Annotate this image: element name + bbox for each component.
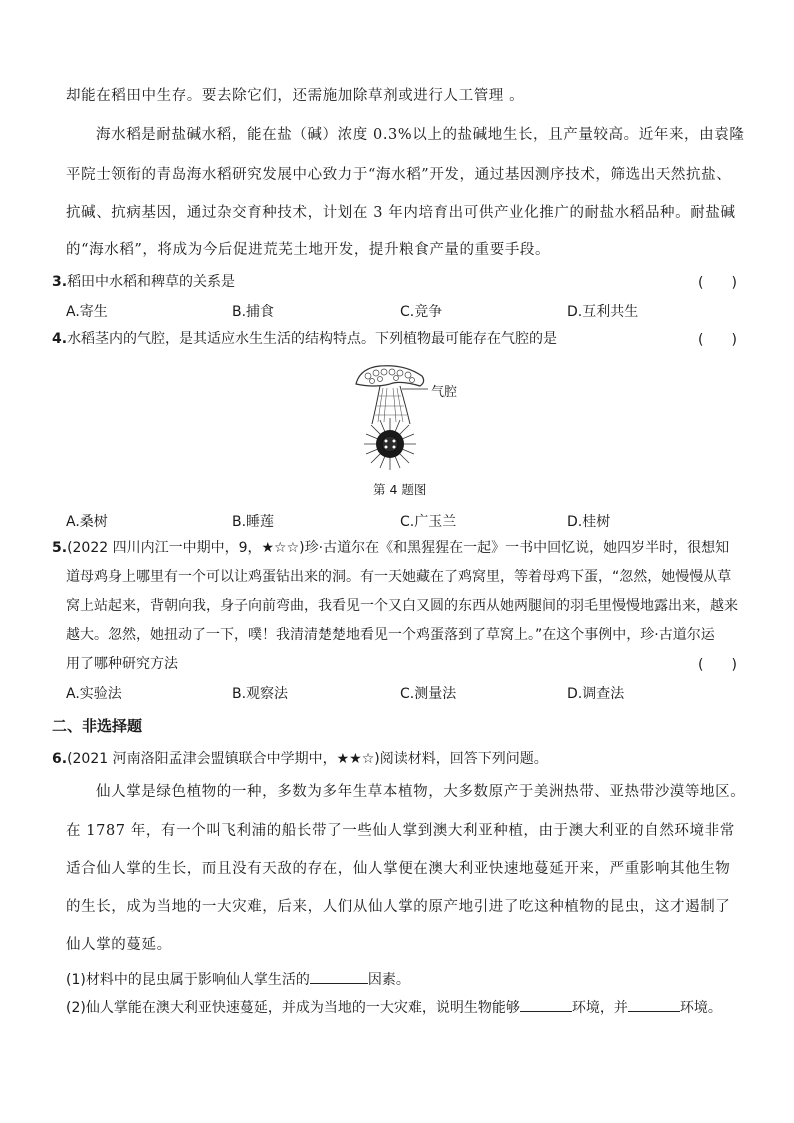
option-a[interactable]: A.实验法 <box>66 686 122 702</box>
sub-question-2 <box>66 997 722 1018</box>
question-5 <box>52 538 729 558</box>
question-stem-line-1: (2022 四川内江一中期中，9，★☆☆)珍·古道尔在《和黑猩猩在一起》一书中回忆说，她四岁半时，很想知 <box>67 540 730 556</box>
answer-paren: ( ) <box>698 332 737 348</box>
answer-blank[interactable] <box>628 997 680 1012</box>
sub-question-text: (2)仙人掌能在澳大利亚快速蔓延，并成为当地的一大灾难，说明生物能够 <box>66 1000 520 1016</box>
material-line-1: 仙人掌是绿色植物的一种，多数为多年生草本植物，大多数原产于美洲热带、亚热带沙漠等地区。 <box>96 784 746 800</box>
option-d[interactable]: D.互利共生 <box>567 304 639 320</box>
answer-blank[interactable] <box>520 997 572 1012</box>
option-a[interactable]: A.桑树 <box>66 514 108 530</box>
material-line-3: 抗碱、抗病基因，通过杂交育种技术，计划在 3 年内培育出可供产业化推广的耐盐水稻品种。耐盐碱 <box>66 205 736 221</box>
option-d[interactable]: D.调查法 <box>567 686 625 702</box>
sub-question-text: 因素。 <box>367 972 410 988</box>
question-stem-line-2: 道母鸡身上哪里有一个可以让鸡蛋钻出来的洞。有一天她藏在了鸡窝里，等着母鸡下蛋，“忽然，她慢慢从草 <box>66 569 732 585</box>
question-stem: (2021 河南洛阳孟津会盟镇联合中学期中，★★☆)阅读材料，回答下列问题。 <box>67 751 548 767</box>
option-d[interactable]: D.桂树 <box>567 514 611 530</box>
material-line-5: 仙人掌的蔓延。 <box>66 937 172 953</box>
option-c[interactable]: C.广玉兰 <box>400 514 457 530</box>
question-stem: 稻田中水稻和稗草的关系是 <box>67 274 236 290</box>
answer-blank[interactable] <box>310 969 368 984</box>
question-number: 6. <box>52 751 68 767</box>
question-stem-line-5: 用了哪种研究方法 <box>66 656 178 672</box>
question-stem-line-4: 越大。忽然，她扭动了一下，噗！我清清楚楚地看见一个鸡蛋落到了草窝上。”在这个事例中，珍·古道尔运 <box>66 627 715 643</box>
material-line-1: 海水稻是耐盐碱水稻，能在盐（碱）浓度 0.3%以上的盐碱地生长，且产量较高。近年来，由袁隆 <box>96 127 745 143</box>
material-line-2: 平院士领衔的青岛海水稻研究发展中心致力于“海水稻”开发，通过基因测序技术，筛选出天然抗盐、 <box>66 167 732 183</box>
material-line-3: 适合仙人掌的生长，而且没有天敌的存在，仙人掌便在澳大利亚快速地蔓延开来，严重影响其他生物 <box>66 861 731 877</box>
question-stem: 水稻茎内的气腔，是其适应水生生活的结构特点。下列植物最可能存在气腔的是 <box>67 331 558 347</box>
option-c[interactable]: C.竞争 <box>400 304 443 320</box>
question-number: 3. <box>52 274 68 290</box>
question-number: 4. <box>52 331 68 347</box>
section-title: 二、非选择题 <box>52 717 143 735</box>
figure-caption: 第 4 题图 <box>373 482 427 497</box>
question-4 <box>52 329 557 349</box>
sub-question-text: 环境，并 <box>571 1000 628 1016</box>
option-b[interactable]: B.观察法 <box>232 686 289 702</box>
option-a[interactable]: A.寄生 <box>66 304 108 320</box>
question-number: 5. <box>52 540 68 556</box>
option-b[interactable]: B.捕食 <box>232 304 275 320</box>
stem-cross-section-figure <box>350 362 430 474</box>
stem-cross-section-illustration <box>350 362 430 474</box>
question-3 <box>52 272 235 292</box>
sub-question-1 <box>66 969 410 990</box>
sub-question-text: (1)材料中的昆虫属于影响仙人掌生活的 <box>66 972 310 988</box>
question-6 <box>52 749 548 769</box>
option-c[interactable]: C.测量法 <box>400 686 457 702</box>
material-line-2: 在 1787 年，有一个叫飞利浦的船长带了一些仙人掌到澳大利亚种植，由于澳大利亚的自然环境非常 <box>66 823 735 839</box>
sub-question-text: 环境。 <box>679 1000 722 1016</box>
option-b[interactable]: B.睡莲 <box>232 514 275 530</box>
material-line-4: 的“海水稻”，将成为今后促进荒芜土地开发，提升粮食产量的重要手段。 <box>66 242 551 258</box>
question-stem-line-3: 窝上站起来，背朝向我，身子向前弯曲，我看见一个又白又圆的东西从她两腿间的羽毛里慢慢地露出来，越来 <box>66 598 738 614</box>
material-line-0: 却能在稻田中生存。要去除它们，还需施加除草剂或进行人工管理 。 <box>66 88 525 104</box>
figure-label-air-chamber: 气腔 <box>431 385 458 400</box>
answer-paren: ( ) <box>698 275 737 291</box>
material-line-4: 的生长，成为当地的一大灾难，后来，人们从仙人掌的原产地引进了吃这种植物的昆虫，这才遏制了 <box>66 899 731 915</box>
answer-paren: ( ) <box>698 657 737 673</box>
